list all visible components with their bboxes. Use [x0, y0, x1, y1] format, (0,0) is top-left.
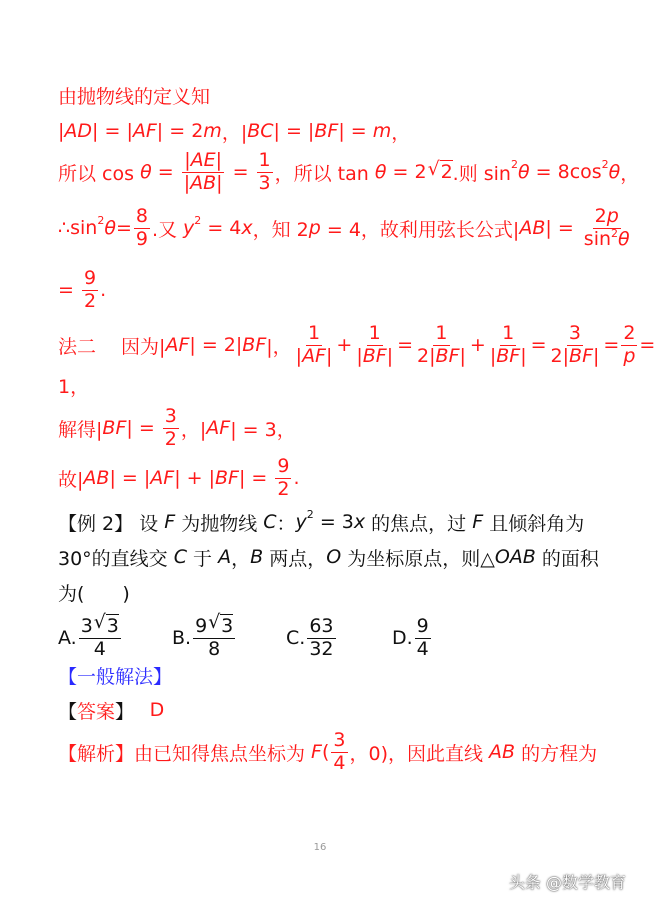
text-run: 2	[83, 289, 97, 312]
text-run: |	[386, 344, 394, 367]
text-run: 的面积	[535, 547, 599, 570]
numerator	[275, 456, 291, 479]
square-root	[439, 161, 453, 183]
numerator	[182, 150, 224, 173]
math-variable: y	[295, 511, 307, 533]
fraction	[134, 206, 150, 251]
math-variable: BF	[242, 334, 267, 356]
numerator	[621, 323, 637, 346]
text-run: |	[58, 120, 65, 142]
text-run: =	[226, 161, 255, 183]
denominator	[549, 346, 602, 368]
text-run: 【一般解法】	[58, 665, 173, 688]
math-variable: m	[372, 120, 392, 142]
numerator	[331, 730, 347, 753]
denominator	[163, 429, 179, 451]
superscript: 2	[510, 157, 518, 171]
square-root	[105, 616, 119, 638]
text-run: 2|	[417, 344, 436, 367]
text-run: 9	[277, 454, 290, 477]
superscript: 2	[194, 213, 202, 227]
square-root	[219, 616, 233, 638]
numerator	[163, 406, 179, 429]
text-run: 3	[164, 404, 177, 427]
radicand: √ 2	[440, 160, 453, 183]
watermark: 头条 @数学教育	[508, 873, 626, 892]
text-run: 4	[93, 637, 106, 660]
answer-option	[172, 614, 237, 660]
text-run: 9	[83, 266, 97, 289]
text-run: +	[469, 334, 486, 356]
text-run: 于	[187, 547, 219, 570]
text-run: 30°的直线交	[58, 547, 174, 570]
text-run: .	[293, 467, 300, 489]
text-run: 【解析】由已知得焦点坐标为	[58, 742, 312, 765]
text-run: 答案	[77, 700, 116, 723]
fraction	[193, 616, 235, 661]
denominator	[182, 173, 225, 195]
math-variable: m	[203, 120, 222, 142]
text-run: ，所以 tan	[274, 162, 375, 185]
text-run: 且倾斜角为	[483, 512, 585, 535]
math-variable: BF	[362, 344, 387, 367]
text-run: 3	[258, 171, 271, 194]
text-run: 4	[333, 751, 346, 774]
math-variable: AB	[519, 217, 546, 239]
fraction	[275, 456, 291, 501]
numerator	[415, 616, 431, 639]
text-run: 两点，	[263, 547, 327, 570]
superscript: 2	[97, 213, 105, 227]
text-run: ，0)，因此直线	[349, 742, 490, 765]
text-run: 1	[502, 321, 515, 344]
text-run: 【例 2】 设	[58, 512, 165, 535]
text-run: =	[530, 334, 547, 356]
text-line	[58, 80, 210, 110]
text-run: 2|	[550, 344, 570, 367]
denominator	[488, 346, 529, 368]
math-variable: AE	[190, 148, 216, 171]
math-variable: BF	[496, 344, 521, 367]
text-run: | = 3，	[230, 418, 296, 441]
text-run: |	[183, 171, 191, 194]
math-variable: AB	[83, 467, 110, 489]
denominator	[294, 346, 335, 368]
numerator	[593, 206, 621, 229]
fraction	[79, 616, 121, 661]
text-run: 1	[368, 321, 381, 344]
math-variable: x	[353, 511, 366, 533]
text-run: | = |	[273, 120, 315, 142]
text-run: D	[149, 699, 165, 721]
text-run: .又	[151, 218, 184, 241]
text-run: = 2	[386, 161, 427, 183]
math-variable: p	[308, 217, 321, 239]
numerator	[567, 323, 583, 346]
text-run: 3	[333, 728, 346, 751]
fraction	[582, 206, 632, 251]
text-run: 【	[58, 700, 78, 723]
superscript: 2	[306, 507, 314, 521]
denominator	[331, 753, 347, 775]
text-run: 解得|	[58, 418, 103, 441]
math-variable: AB	[489, 741, 516, 763]
text-run: |	[520, 344, 527, 367]
text-run: 2	[164, 427, 177, 450]
text-run: 为坐标原点，则△	[341, 547, 495, 570]
answer-option	[58, 614, 123, 660]
text-run: | =	[238, 467, 274, 489]
text-run: | = 2	[156, 120, 204, 142]
text-run: (	[321, 741, 330, 763]
text-run: = 4，故利用弦长公式|	[320, 218, 520, 241]
text-run: ，	[391, 121, 411, 144]
math-variable: AF	[150, 467, 175, 489]
fraction	[257, 150, 273, 195]
denominator	[415, 639, 431, 661]
text-run: | =	[126, 417, 161, 439]
text-run: 】	[115, 700, 150, 723]
text-run: 为( )	[58, 582, 130, 605]
numerator	[307, 616, 335, 639]
math-variable: O	[326, 546, 342, 568]
text-run: | + |	[174, 467, 216, 489]
denominator	[206, 639, 222, 661]
text-run: =	[397, 334, 414, 356]
numerator	[82, 268, 98, 291]
math-variable: B	[250, 546, 264, 568]
numerator	[306, 323, 322, 346]
text-run: 3	[80, 614, 93, 637]
denominator	[82, 291, 98, 313]
math-variable: θ	[618, 227, 630, 250]
option-label: C.	[286, 627, 306, 649]
text-run: |	[184, 148, 191, 171]
text-run: |	[593, 344, 600, 367]
numerator	[193, 616, 235, 639]
fraction	[331, 730, 347, 775]
numerator	[257, 150, 273, 173]
math-variable: θ	[517, 161, 530, 183]
math-variable: AF	[132, 120, 157, 142]
math-variable: BF	[215, 467, 239, 489]
text-run: | =	[338, 120, 373, 142]
math-variable: BF	[102, 417, 127, 439]
text-run: .则 sin	[452, 162, 511, 185]
text-run: 2	[594, 204, 607, 227]
text-run: | = |	[109, 467, 151, 489]
superscript: 2	[601, 157, 609, 171]
fraction	[488, 323, 529, 368]
text-run: |	[326, 344, 333, 367]
text-run: | = |	[92, 120, 133, 142]
math-variable: BF	[435, 344, 460, 367]
text-run: 故|	[58, 468, 84, 491]
numerator	[79, 616, 121, 639]
fraction	[415, 323, 468, 368]
math-variable: F	[164, 511, 176, 533]
text-run: =	[115, 217, 132, 239]
text-line	[58, 321, 655, 367]
text-run: sin	[583, 227, 612, 250]
text-run: 8	[208, 637, 221, 660]
text-run: .	[100, 279, 107, 301]
text-run: 9	[195, 614, 208, 637]
denominator	[257, 173, 273, 195]
math-variable: p	[606, 204, 619, 227]
text-line	[58, 454, 300, 500]
text-run: ，知 2	[252, 218, 309, 241]
text-run: 为抛物线	[175, 512, 264, 535]
superscript: 2	[611, 226, 619, 240]
text-run: |	[295, 344, 303, 367]
text-run: ，|	[221, 121, 248, 144]
math-variable: A	[218, 546, 232, 568]
denominator	[307, 639, 335, 661]
text-run: 1，	[58, 375, 90, 398]
fraction	[354, 323, 395, 368]
text-run: =	[151, 161, 180, 183]
math-variable: BC	[247, 120, 274, 142]
text-run: |	[459, 344, 466, 367]
option-label: A.	[58, 627, 77, 649]
fraction	[307, 616, 335, 661]
text-run: =	[603, 334, 620, 356]
denominator	[354, 346, 395, 368]
text-run: =	[639, 334, 655, 356]
numerator	[500, 323, 516, 346]
text-run: ，|	[180, 418, 207, 441]
numerator	[367, 323, 383, 346]
numerator	[134, 206, 150, 229]
text-line	[58, 728, 598, 774]
denominator	[415, 346, 468, 368]
text-run: 所以 cos	[58, 162, 141, 185]
radicand: √ 3	[106, 614, 119, 637]
text-run: |，	[266, 335, 292, 358]
text-line	[58, 404, 296, 450]
text-run: 32	[309, 637, 334, 660]
text-run: 4	[416, 637, 429, 660]
math-variable: C	[173, 546, 187, 568]
text-run: 的方程为	[515, 742, 598, 765]
text-line	[58, 148, 640, 194]
option-label: D.	[392, 627, 413, 649]
answer-option	[392, 614, 433, 660]
text-run: |	[356, 344, 363, 367]
math-variable: AF	[302, 344, 326, 367]
text-run: ∴sin	[58, 217, 98, 239]
text-run: 1	[435, 321, 448, 344]
fraction	[549, 323, 602, 368]
text-run: ，	[231, 547, 251, 570]
text-line	[58, 266, 107, 312]
radicand: √ 3	[220, 614, 233, 637]
fraction	[163, 406, 179, 451]
text-line	[58, 116, 410, 146]
text-line	[58, 204, 634, 250]
text-run: 法二 因为|	[58, 335, 166, 358]
fraction	[621, 323, 637, 368]
math-variable: θ	[140, 161, 152, 183]
math-variable: θ	[104, 217, 116, 239]
text-run: 9	[416, 614, 429, 637]
text-run: = 3	[313, 511, 354, 533]
text-run: | = 2|	[189, 334, 243, 356]
math-variable: AB	[190, 171, 217, 194]
text-run: = 8cos	[529, 161, 602, 183]
math-variable: AD	[64, 120, 93, 142]
fraction	[294, 323, 335, 368]
text-line	[58, 370, 89, 400]
text-line	[58, 507, 584, 537]
math-variable: AF	[165, 334, 190, 356]
math-variable: BF	[314, 120, 339, 142]
text-run: = 4	[201, 217, 242, 239]
math-variable: x	[241, 217, 253, 239]
math-variable: F	[472, 511, 484, 533]
denominator	[582, 226, 632, 251]
text-run: 由抛物线的定义知	[58, 85, 211, 108]
text-run: 2	[623, 321, 636, 344]
text-run: +	[336, 334, 353, 356]
math-variable: F	[311, 741, 322, 763]
math-variable: OAB	[494, 546, 536, 568]
text-run: 63	[309, 614, 334, 637]
text-run: 8	[135, 204, 148, 227]
numerator	[433, 323, 449, 346]
text-run: =	[58, 279, 80, 301]
text-run: |	[489, 344, 497, 367]
math-variable: p	[623, 344, 636, 367]
math-variable: BF	[569, 344, 593, 367]
text-run: |	[215, 148, 223, 171]
fraction	[182, 150, 225, 195]
math-variable: θ	[374, 161, 387, 183]
answer-option	[286, 614, 338, 660]
text-run: 1	[258, 148, 271, 171]
text-run: 2	[277, 477, 290, 500]
text-line	[58, 695, 164, 725]
denominator	[621, 346, 637, 368]
text-run: 9	[135, 227, 148, 250]
text-run: 3	[568, 321, 582, 344]
math-variable: C	[263, 511, 277, 533]
math-variable: θ	[608, 161, 621, 183]
fraction	[82, 268, 98, 313]
denominator	[275, 479, 291, 501]
fraction	[415, 616, 431, 661]
text-run: 的焦点，过	[365, 512, 473, 535]
text-run: 1	[307, 321, 321, 344]
math-variable: y	[183, 217, 195, 239]
denominator	[92, 639, 108, 661]
text-run: ：	[276, 512, 296, 535]
text-line	[58, 542, 599, 572]
text-run: | =	[545, 217, 580, 239]
text-run: |	[216, 171, 223, 194]
option-label: B.	[172, 627, 192, 649]
math-variable: AF	[206, 417, 231, 439]
denominator	[134, 229, 150, 251]
page-number: 16	[313, 842, 327, 853]
text-line	[58, 577, 130, 607]
text-run: ，	[620, 162, 640, 185]
text-line	[58, 660, 172, 690]
